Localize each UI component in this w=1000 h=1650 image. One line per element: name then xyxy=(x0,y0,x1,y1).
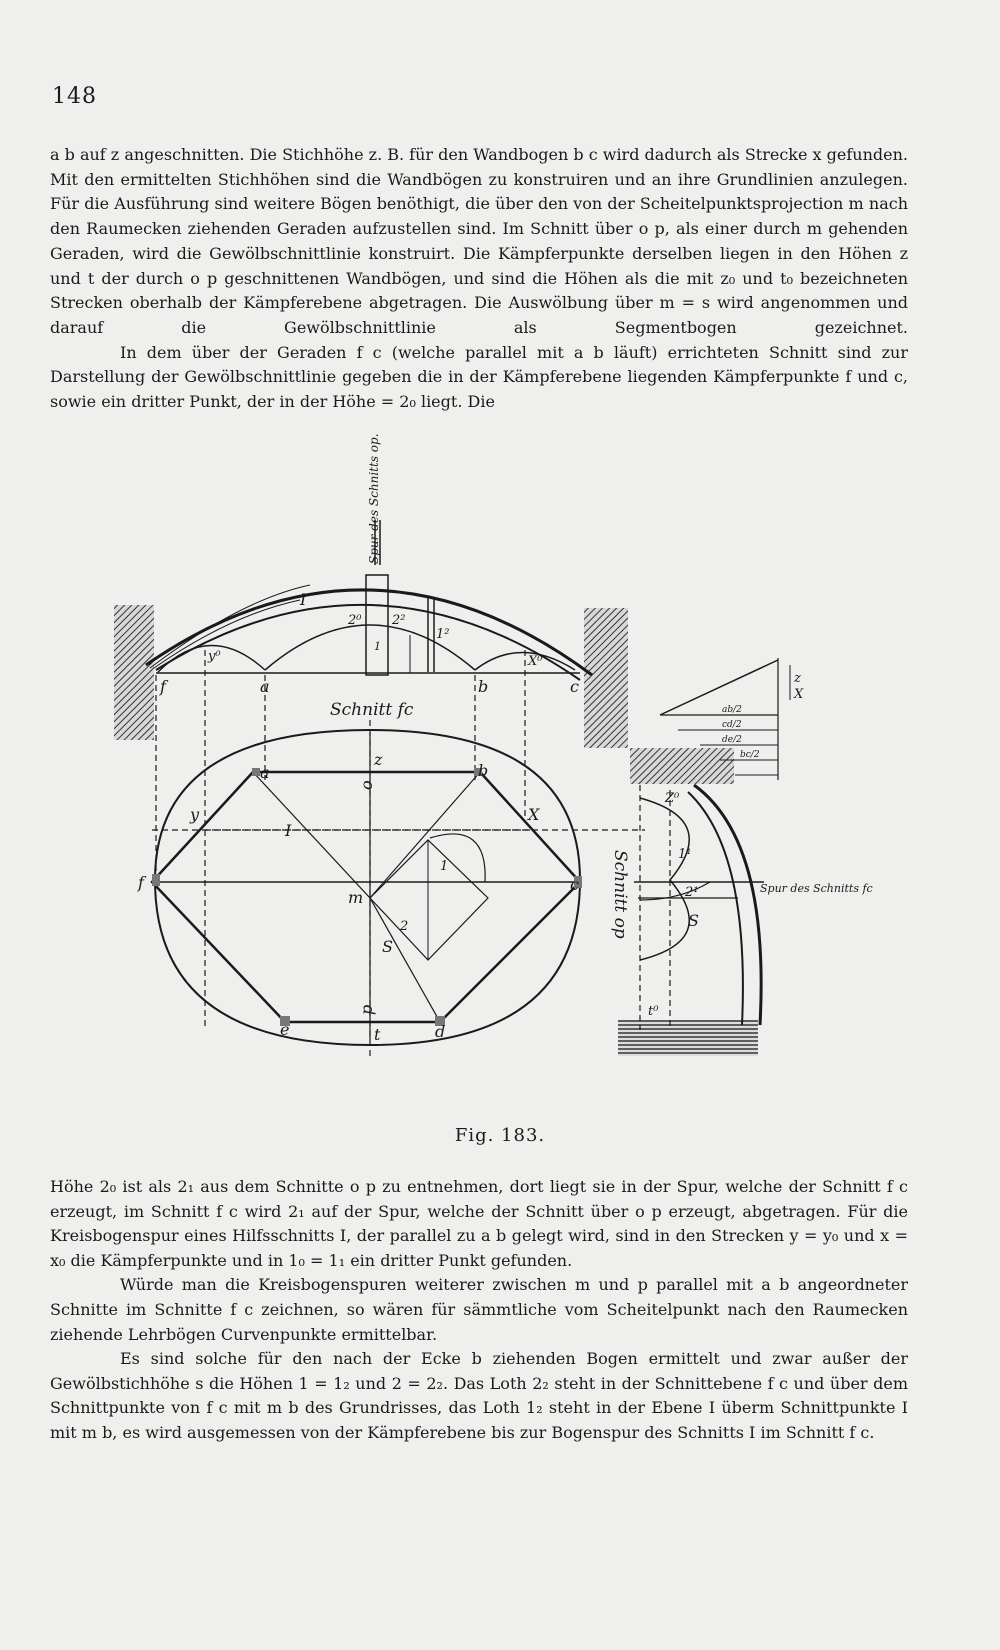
plan-octagon xyxy=(152,772,580,1022)
plan-circle xyxy=(155,730,580,1045)
label-f: f xyxy=(138,873,144,892)
section-op-arch-outer xyxy=(694,785,761,1025)
top-text xyxy=(50,143,908,415)
label-spur-op: Spur des Schnitts op. xyxy=(367,433,381,564)
vault-arch-inner xyxy=(156,605,580,680)
label-s-section: S xyxy=(688,911,699,930)
figure-caption: Fig. 183. xyxy=(454,1125,546,1146)
label-x0: X⁰ xyxy=(528,654,543,669)
label-2-1: 2¹ xyxy=(685,885,699,900)
label-2-2: 2² xyxy=(392,613,406,628)
label-de2: de/2 xyxy=(722,735,742,745)
label-schnitt-fc: Schnitt fc xyxy=(330,700,414,720)
label-z: z xyxy=(374,750,383,769)
label-x: X xyxy=(528,805,540,824)
label-y: y xyxy=(190,805,200,824)
label-2-0: 2⁰ xyxy=(348,613,362,628)
label-1-2: 1² xyxy=(436,627,450,642)
label-c-top: c xyxy=(570,677,579,696)
paragraph: Würde man die Kreisbogenspuren weiterer zwischen m und p parallel mit a b angeordneter Schnitte im Schnitte f c zeichnen, so wären für sämmtliche vom Scheitelpunkt nach den Raumecken ziehende Lehrbögen Curvenpunkte ermittelbar. xyxy=(50,1275,908,1344)
paragraph: In dem über der Geraden f c (welche parallel mit a b läuft) errichteten Schnitt sind zur Darstellung der Gewölbschnittlinie gegeben die in der Kämpferebene liegenden Kämpferpunkte f und c, sowie ein dritter Punkt, der in der Höhe = 2₀ liegt. Die xyxy=(50,342,908,412)
wall-bottom-right xyxy=(618,1020,758,1056)
paragraph: a b auf z angeschnitten. Die Stichhöhe z. B. für den Wandbogen b c wird dadurch als Strecke x gefunden. Mit den ermittelten Stichhöhen sind die Wandbögen zu konstruiren und an ihre Grundlinien anzulegen. Für die Ausführung sind weitere Bögen benöthigt, die über den von der Scheitelpunktsprojection m nach den Raumecken ziehenden Geraden aufzustellen sind. Im Schnitt über o p, als einer durch m gehenden Geraden, wird die Gewölbschnittlinie konstruirt. Die Kämpferpunkte derselben liegen in den Höhen z und t der durch o p geschnittenen Wandbögen, und sind die Höhen als die mit z₀ und t₀ bezeichneten Strecken oberhalb der Kämpferebene abgetragen. Die Auswölbung über m = s wird angenommen und darauf die Gewölbschnittlinie als Segmentbogen gezeichnet. xyxy=(50,145,908,337)
label-a-top: a xyxy=(260,677,270,696)
label-d: d xyxy=(435,1022,446,1041)
label-t: t xyxy=(374,1025,381,1044)
label-z0: Z⁰ xyxy=(665,791,680,806)
label-p: p xyxy=(357,1004,376,1015)
label-o: o xyxy=(357,780,376,790)
label-cd2: cd/2 xyxy=(722,720,742,730)
label-1-small: 1 xyxy=(374,640,381,653)
label-1: 1 xyxy=(440,859,449,874)
label-z-scale: z xyxy=(794,671,801,686)
label-b: b xyxy=(478,761,489,780)
wall-left xyxy=(114,605,154,740)
label-I-top: I xyxy=(300,590,307,609)
label-2: 2 xyxy=(400,919,409,934)
label-ab2: ab/2 xyxy=(722,705,742,715)
label-c: c xyxy=(570,875,579,894)
label-1-1: 1¹ xyxy=(678,847,692,862)
label-bc2: bc/2 xyxy=(740,750,760,760)
label-m: m xyxy=(348,888,364,907)
label-a: a xyxy=(260,763,270,782)
label-s: S xyxy=(382,937,393,956)
paragraph: Höhe 2₀ ist als 2₁ aus dem Schnitte o p zu entnehmen, dort liegt sie in der Spur, welche der Schnitt f c erzeugt, im Schnitt f c wird 2₁ auf der Spur, welche der Schnitt über o p erzeugt, abgetragen. Für die Kreisbogenspur eines Hilfsschnitts I, der parallel zu a b gelegt wird, sind in den Strecken y = y₀ und x = x₀ die Kämpferpunkte und in 1₀ = 1₁ ein dritter Punkt gefunden. xyxy=(50,1177,908,1270)
wall-right xyxy=(584,608,628,748)
section-op-arch-inner xyxy=(688,792,743,1025)
page-number: 148 xyxy=(52,84,97,109)
paragraph: Es sind solche für den nach der Ecke b ziehenden Bogen ermittelt und zwar außer der Gewölbstichhöhe s die Höhen 1 = 1₂ und 2 = 2₂. Das Loth 2₂ steht in der Schnittebene f c und über dem Schnittpunkte von f c mit m b des Grundrisses, das Loth 1₂ steht in der Ebene I überm Schnittpunkte I mit m b, es wird ausgemessen von der Kämpferebene bis zur Bogenspur des Schnitts I im Schnitt f c. xyxy=(50,1349,908,1442)
label-e: e xyxy=(280,1020,290,1039)
label-spur-fc: Spur des Schnitts fc xyxy=(760,882,873,895)
bottom-text xyxy=(50,1175,908,1446)
label-schnitt-op: Schnitt op xyxy=(610,850,630,939)
label-I-plan: I xyxy=(285,821,292,840)
label-b-top: b xyxy=(478,677,489,696)
label-f-top: f xyxy=(160,677,166,696)
label-x-scale: X xyxy=(794,687,804,702)
label-t0: t⁰ xyxy=(648,1004,659,1019)
figure-183 xyxy=(110,433,910,1120)
label-y0: y⁰ xyxy=(208,649,221,664)
wall-corner-right xyxy=(630,748,734,784)
